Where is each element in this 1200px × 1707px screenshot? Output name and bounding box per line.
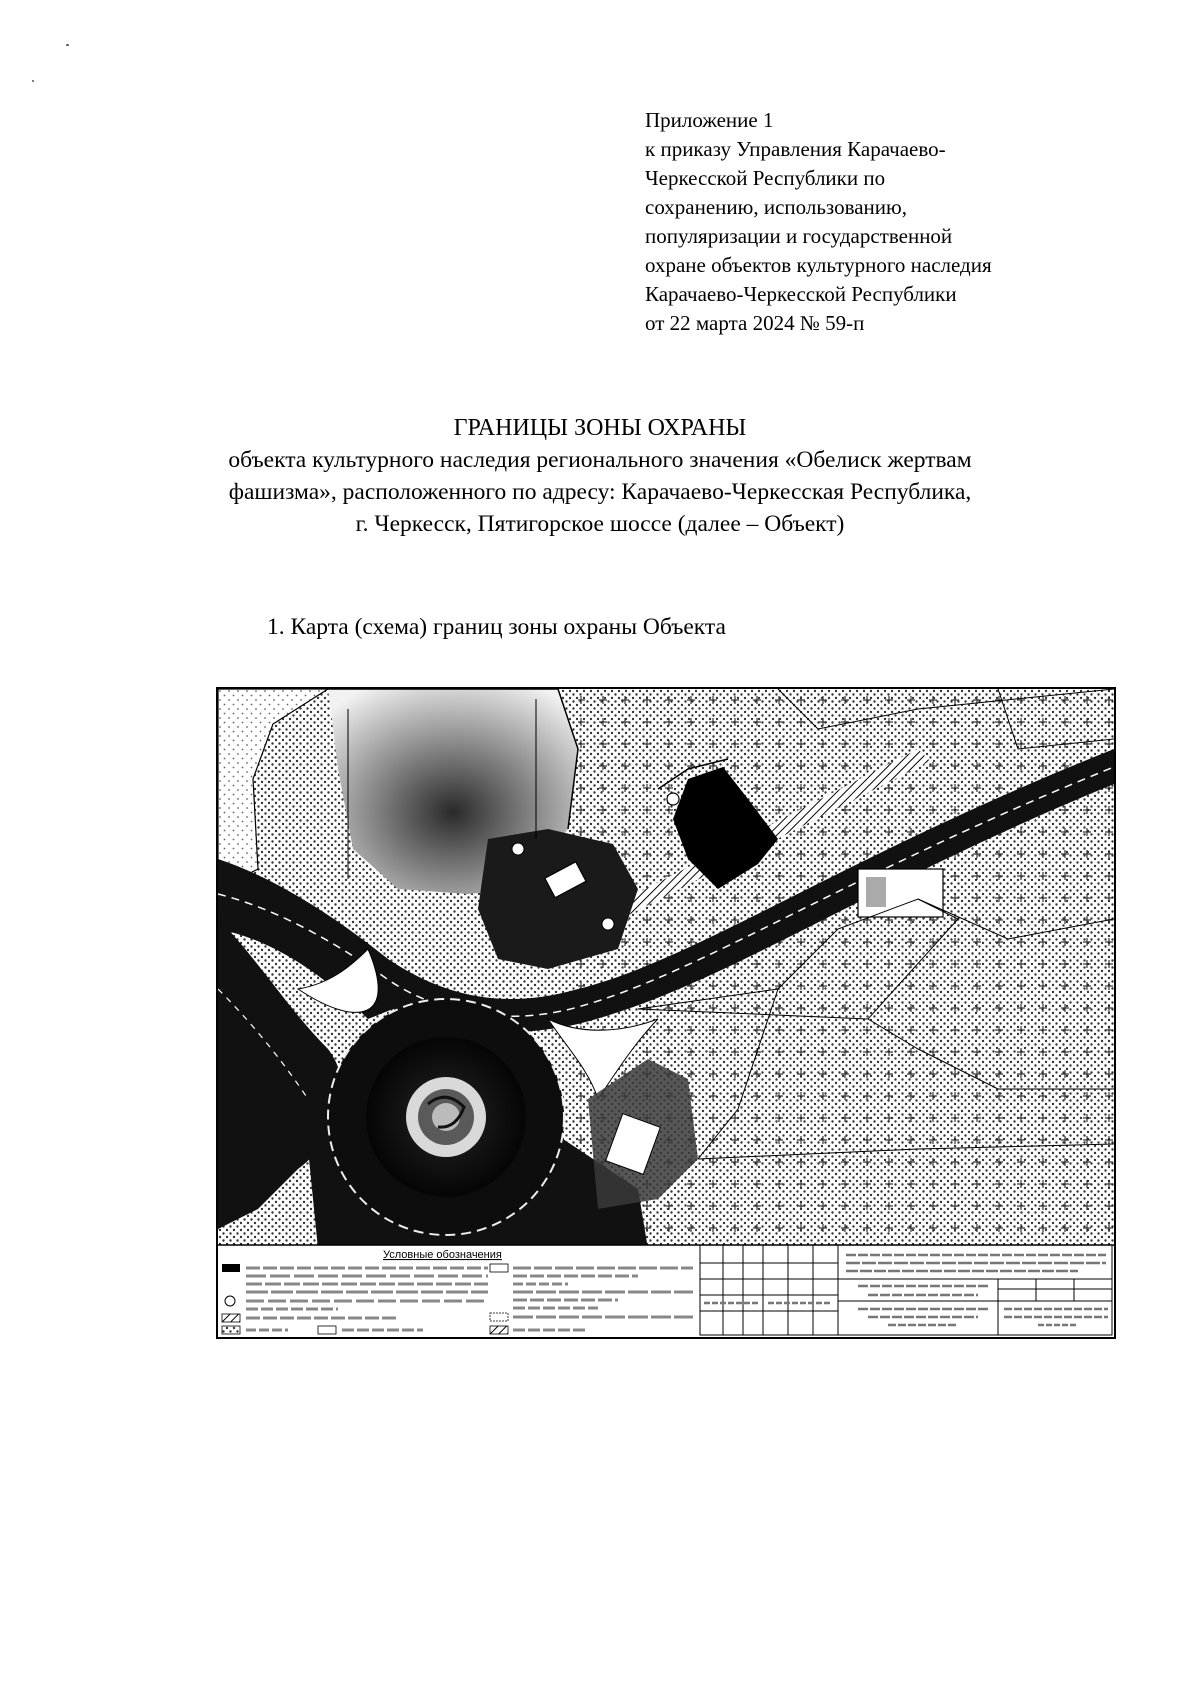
appendix-line: Черкесской Республики по (645, 166, 886, 190)
appendix-line: сохранению, использованию, (645, 195, 907, 219)
legend-title: Условные обозначения (383, 1249, 502, 1261)
appendix-line: охране объектов культурного наследия (645, 253, 992, 277)
scan-speck (32, 80, 34, 82)
title-line: г. Черкесск, Пятигорское шоссе (далее – Объект) (355, 511, 845, 537)
title-line: объекта культурного наследия регионального значения «Обелиск жертвам (228, 447, 972, 473)
appendix-header (645, 106, 1125, 338)
document-title (150, 412, 1050, 540)
map-drawing (218, 689, 1114, 1337)
title-main: ГРАНИЦЫ ЗОНЫ ОХРАНЫ (453, 415, 747, 441)
scan-speck (66, 44, 69, 46)
protection-zone-map (216, 687, 1116, 1339)
title-line: фашизма», расположенного по адресу: Карачаево-Черкесская Республика, (228, 479, 972, 505)
appendix-line: популяризации и государственной (645, 224, 953, 248)
appendix-line: от 22 марта 2024 № 59-п (645, 311, 865, 335)
section-heading: 1. Карта (схема) границ зоны охраны Объекта (267, 614, 726, 640)
appendix-line: к приказу Управления Карачаево- (645, 137, 946, 161)
appendix-line: Карачаево-Черкесской Республики (645, 282, 957, 306)
appendix-line: Приложение 1 (645, 108, 774, 132)
